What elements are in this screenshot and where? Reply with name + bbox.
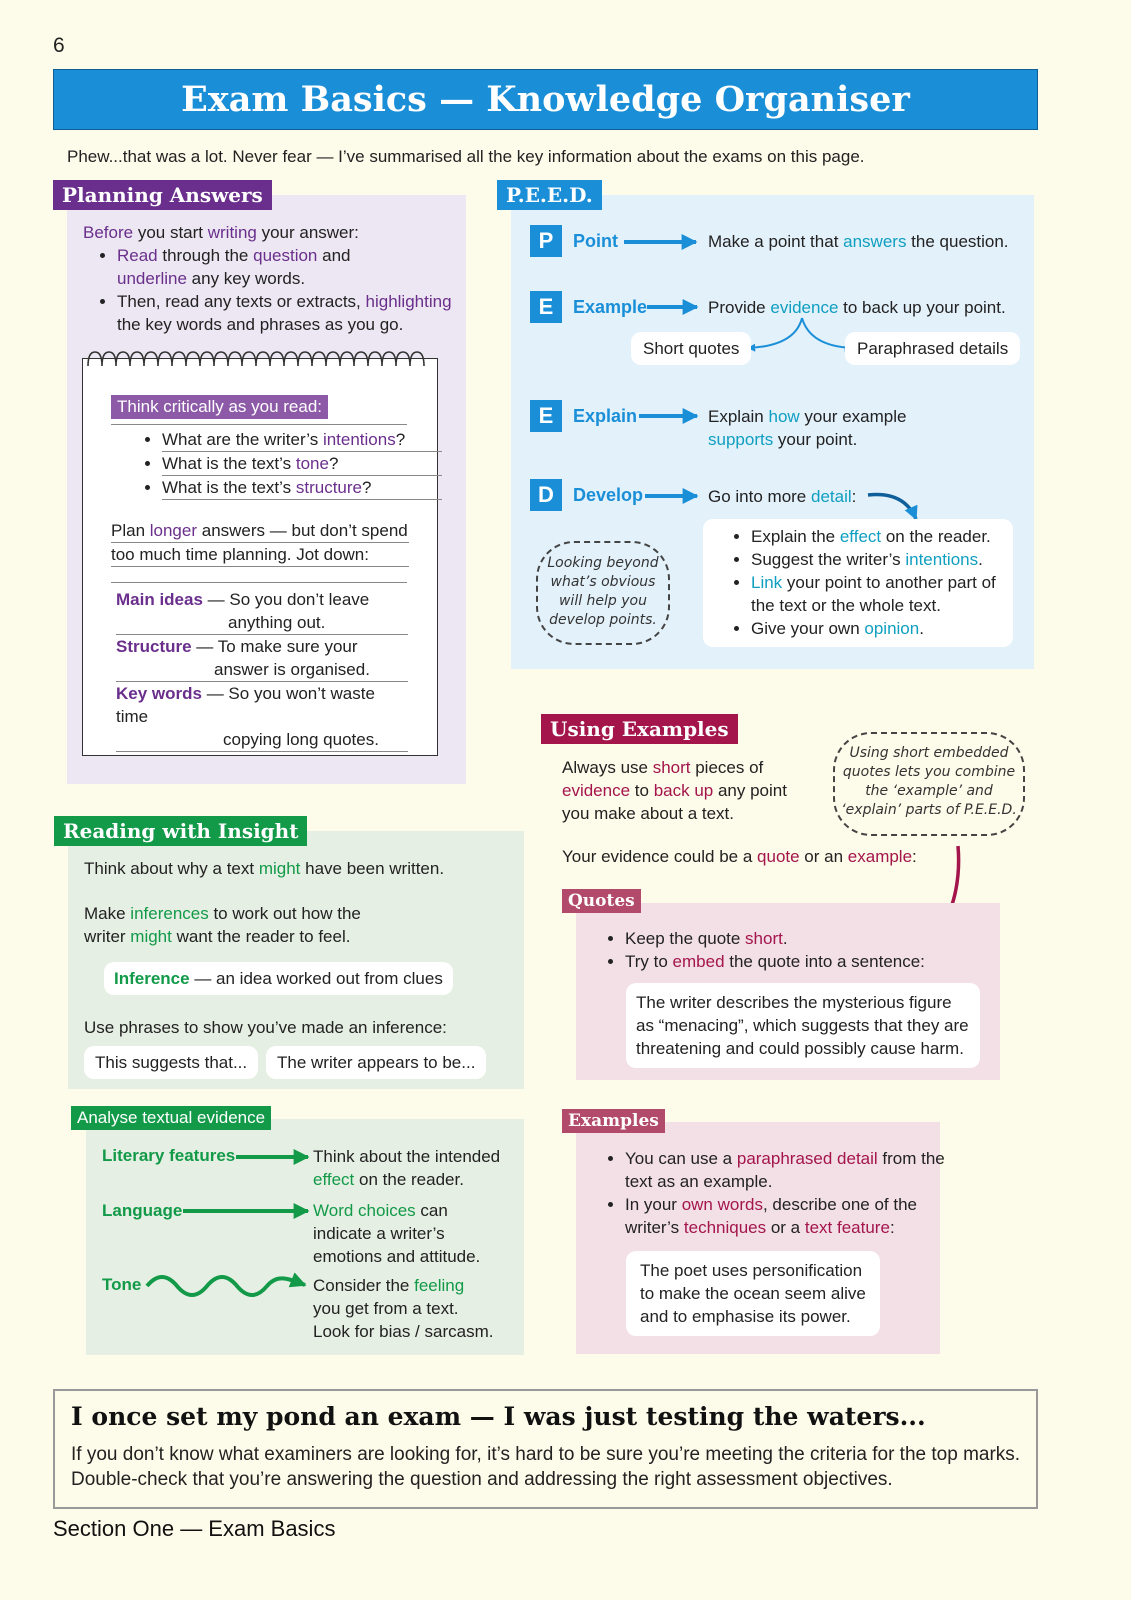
list-item: [625, 1193, 961, 1239]
t: Explain: [708, 407, 769, 426]
t: text feature: [804, 1218, 890, 1237]
peed-tag: P.E.E.D.: [497, 180, 602, 210]
t: — So you don’t leave: [202, 590, 370, 609]
peed-d-label: Develop: [573, 485, 644, 505]
tone-text: [313, 1274, 518, 1343]
t: Plan: [111, 521, 150, 540]
t: indicate a writer’s: [313, 1224, 445, 1243]
t: short: [652, 758, 691, 777]
t: emotions and attitude.: [313, 1247, 481, 1266]
t: or an: [799, 847, 848, 866]
t: You can use a: [625, 1149, 737, 1168]
t: Make: [84, 904, 131, 923]
reading-line2: [84, 902, 504, 948]
line: anything out.: [116, 611, 408, 635]
t: structure: [295, 478, 362, 497]
notepad-spiral-icon: [82, 346, 438, 372]
list-item: [117, 244, 467, 290]
planning-steps: [83, 244, 467, 336]
examples-tag: Examples: [562, 1109, 665, 1133]
t: Key words: [116, 684, 202, 703]
arrow-right-icon: [624, 232, 698, 252]
t: Looking beyond: [547, 555, 659, 571]
develop-box: [703, 519, 1013, 647]
arrow-right-icon: [639, 406, 699, 426]
t: opinion: [864, 619, 920, 638]
embed-thought-bubble: [833, 732, 1025, 836]
t: on the reader.: [354, 1170, 464, 1189]
t: back up: [653, 781, 714, 800]
t: your example: [799, 407, 907, 426]
peed-d-text: [708, 485, 856, 508]
peed-e1-label: Example: [573, 297, 648, 317]
t: detail: [811, 487, 852, 506]
t: intentions: [322, 430, 396, 449]
t: Structure: [116, 637, 192, 656]
t: embed: [672, 952, 725, 971]
t: Explain the: [751, 527, 840, 546]
rule: [111, 424, 407, 425]
t: :: [851, 487, 857, 506]
line: [116, 682, 408, 728]
intro-text: Phew...that was a lot. Never fear — I’ve summarised all the key information about the exams on this page.: [67, 147, 865, 166]
peed-p-text: [708, 230, 1009, 253]
t: to back up your point.: [838, 298, 1006, 317]
t: ?: [362, 478, 372, 497]
t: Give your own: [751, 619, 865, 638]
t: might: [258, 859, 301, 878]
t: through the: [157, 246, 254, 265]
t: your answer:: [256, 223, 359, 242]
list-item: [751, 571, 1005, 617]
list-item: [751, 525, 1005, 548]
t: ‘explain’ parts of P.E.E.D.: [841, 802, 1017, 818]
t: techniques: [683, 1218, 767, 1237]
tone-label: Tone: [102, 1275, 142, 1294]
t: example: [847, 847, 913, 866]
t: Your evidence could be a: [562, 847, 758, 866]
t: will help you: [558, 593, 647, 609]
t: the quote into a sentence:: [724, 952, 925, 971]
peed-p-badge: P: [530, 225, 562, 257]
line: too much time planning. Jot down:: [111, 543, 409, 567]
t: — an idea worked out from clues: [189, 969, 443, 988]
language-text: [313, 1199, 518, 1268]
quotes-list: [591, 927, 1025, 973]
t: on the reader.: [881, 527, 991, 546]
t: Keep the quote: [625, 929, 746, 948]
t: evidence: [770, 298, 839, 317]
arrow-right-icon: [645, 486, 699, 506]
t: you make about a text.: [562, 804, 734, 823]
phrases-intro: Use phrases to show you’ve made an inference:: [84, 1018, 447, 1037]
t: you get from a text.: [313, 1299, 459, 1318]
t: want the reader to feel.: [171, 927, 351, 946]
line: [111, 519, 409, 543]
t: Before: [83, 223, 134, 242]
t: paraphrased detail: [736, 1149, 878, 1168]
wavy-arrow-icon: [145, 1270, 309, 1300]
t: intentions: [905, 550, 979, 569]
t: evidence: [562, 781, 631, 800]
t: supports: [708, 430, 774, 449]
t: have been written.: [300, 859, 445, 878]
peed-p-label: Point: [573, 231, 618, 251]
t: Inference: [114, 969, 190, 988]
t: , describe one of the writer’s: [625, 1195, 918, 1237]
t: tone: [295, 454, 329, 473]
t: longer: [149, 521, 198, 540]
using-intro: [562, 756, 822, 825]
list-item: [625, 1147, 961, 1193]
inference-box: [104, 962, 453, 995]
literary-label: Literary features: [102, 1146, 236, 1165]
t: might: [130, 927, 172, 946]
t: underline: [117, 269, 187, 288]
t: effect: [313, 1170, 355, 1189]
examples-list: [591, 1147, 961, 1239]
t: Using short embedded: [849, 745, 1009, 761]
t: the question.: [906, 232, 1009, 251]
peed-e1-badge: E: [530, 291, 562, 323]
t: answers — but don’t spend: [197, 521, 408, 540]
line: answer is organised.: [116, 658, 408, 682]
t: Go into more: [708, 487, 811, 506]
t: your point.: [773, 430, 858, 449]
t: answers: [843, 232, 907, 251]
paraphrased-box: Paraphrased details: [845, 332, 1020, 365]
t: question: [253, 246, 318, 265]
section-footer: Section One — Exam Basics: [53, 1516, 336, 1541]
line: [116, 635, 408, 658]
page-title: Exam Basics — Knowledge Organiser: [53, 69, 1038, 130]
evidence-line: [562, 845, 917, 868]
phrase-box: This suggests that...: [84, 1046, 258, 1079]
t: you start: [133, 223, 208, 242]
t: how: [768, 407, 800, 426]
t: short: [745, 929, 783, 948]
short-quotes-box: Short quotes: [631, 332, 751, 365]
t: Link: [751, 573, 783, 592]
develop-thought-bubble: [536, 541, 670, 645]
t: Try to: [625, 952, 673, 971]
t: Word choices: [313, 1201, 416, 1220]
list-item: [625, 950, 1025, 973]
t: effect: [839, 527, 882, 546]
summary-box: [53, 1389, 1038, 1509]
reading-tag: Reading with Insight: [54, 816, 307, 846]
t: highlighting: [365, 292, 452, 311]
t: ?: [395, 430, 406, 449]
summary-title: I once set my pond an exam — I was just testing the waters...: [71, 1402, 926, 1431]
t: any key words.: [186, 269, 306, 288]
line: copying long quotes.: [116, 728, 408, 752]
peed-e2-text: [708, 405, 1008, 451]
t: own words: [681, 1195, 763, 1214]
peed-e2-label: Explain: [573, 406, 638, 426]
t: Then, read any texts or extracts,: [117, 292, 366, 311]
t: What is the text’s: [162, 478, 296, 497]
quotes-tag: Quotes: [562, 889, 641, 913]
t: what’s obvious: [550, 574, 656, 590]
t: Make a point that: [708, 232, 844, 251]
t: inferences: [130, 904, 209, 923]
t: your point to another part of the text or the whole text.: [751, 573, 996, 615]
list-item: [751, 548, 1005, 571]
think-tag: Think critically as you read:: [111, 395, 328, 419]
t: writing: [207, 223, 257, 242]
t: feeling: [414, 1276, 465, 1295]
planning-before: [83, 221, 453, 244]
literary-text: [313, 1145, 518, 1191]
paraphrase-example-box: The poet uses personification to make the ocean seem alive and to emphasise its power.: [626, 1251, 880, 1336]
list-item: [117, 290, 467, 336]
branch-arrows-icon: [740, 316, 860, 356]
t: What are the writer’s: [162, 430, 323, 449]
t: .: [919, 619, 924, 638]
t: .: [782, 929, 788, 948]
arrow-right-icon: [236, 1147, 310, 1167]
t: :: [912, 847, 917, 866]
summary-body: If you don’t know what examiners are looking for, it’s hard to be sure you’re meeting the criteria for the top marks. Double-check that you’re answering the question and addressing the right assessment objectives.: [71, 1444, 1021, 1490]
t: Suggest the writer’s: [751, 550, 906, 569]
analyse-tag: Analyse textual evidence: [71, 1106, 271, 1130]
t: develop points.: [549, 612, 657, 628]
list-item: [751, 617, 1005, 640]
list-item: [625, 927, 1025, 950]
think-questions: [128, 428, 442, 500]
t: Main ideas: [116, 590, 203, 609]
t: the key words and phrases as you go.: [117, 315, 404, 334]
t: In your: [625, 1195, 682, 1214]
t: quote: [757, 847, 800, 866]
t: What is the text’s: [162, 454, 296, 473]
line: [116, 588, 408, 611]
t: Provide: [708, 298, 771, 317]
t: quotes lets you combine: [842, 764, 1016, 780]
t: Consider the: [313, 1276, 415, 1295]
t: Read: [117, 246, 158, 265]
t: Think about why a text: [84, 859, 259, 878]
t: Always use: [562, 758, 653, 777]
t: from the text as an example.: [625, 1149, 945, 1191]
reading-line1: [84, 857, 444, 880]
planning-tag: Planning Answers: [53, 180, 272, 210]
list-item: [162, 476, 442, 500]
t: Think about the intended: [313, 1147, 501, 1166]
t: can: [415, 1201, 448, 1220]
t: the ‘example’ and: [865, 783, 993, 799]
t: .: [978, 550, 983, 569]
peed-d-badge: D: [530, 479, 562, 511]
t: — To make sure your: [191, 637, 358, 656]
page-number: 6: [53, 34, 65, 57]
t: and: [317, 246, 351, 265]
jot-list: [116, 588, 408, 752]
t: writer: [84, 927, 131, 946]
t: ?: [328, 454, 339, 473]
t: Look for bias / sarcasm.: [313, 1322, 494, 1341]
t: to work out how the: [208, 904, 361, 923]
phrase-box: The writer appears to be...: [266, 1046, 486, 1079]
language-label: Language: [102, 1201, 183, 1220]
t: or a: [766, 1218, 805, 1237]
using-tag: Using Examples: [541, 714, 738, 744]
arrow-right-icon: [647, 297, 699, 317]
list-item: [162, 452, 442, 476]
t: :: [889, 1218, 895, 1237]
plan-note: [111, 519, 409, 567]
peed-e2-badge: E: [530, 400, 562, 432]
quote-example-box: The writer describes the mysterious figure as “menacing”, which suggests that they are threatening and could possibly cause harm.: [626, 983, 980, 1068]
arrow-right-icon: [183, 1201, 310, 1221]
t: to: [630, 781, 654, 800]
t: any point: [713, 781, 787, 800]
t: pieces of: [690, 758, 764, 777]
develop-list: [711, 525, 1005, 640]
rule: [111, 582, 407, 583]
list-item: [162, 428, 442, 452]
t: — So you won’t waste time: [116, 684, 375, 726]
